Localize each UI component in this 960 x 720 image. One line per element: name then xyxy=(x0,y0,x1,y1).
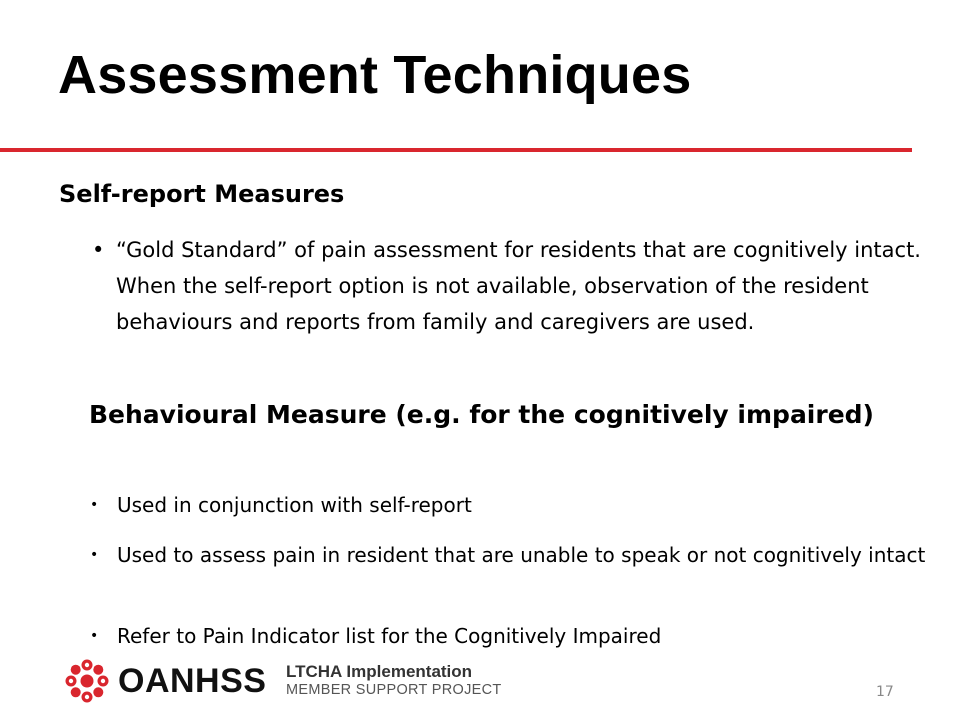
bullet-text: “Gold Standard” of pain assessment for residents that are cognitively intact. When the self-report option is not available, observation of the resident behaviours and reports from family and caregivers are used. xyxy=(116,238,921,334)
oanhss-logo-icon xyxy=(64,658,110,704)
bullet-icon: • xyxy=(90,497,99,513)
bullet-item xyxy=(90,490,930,520)
title-underline xyxy=(0,148,912,152)
footer-logo xyxy=(64,658,502,708)
bullet-item xyxy=(90,540,930,570)
bullet-text: Used to assess pain in resident that are unable to speak or not cognitively intact xyxy=(117,543,926,567)
bullet-text: Refer to Pain Indicator list for the Cognitively Impaired xyxy=(117,624,662,648)
bullet-item xyxy=(92,232,932,340)
section-heading-self-report: Self-report Measures xyxy=(59,180,345,208)
bullet-icon: • xyxy=(90,547,99,563)
page-number: 17 xyxy=(876,684,894,700)
slide-title: Assessment Techniques xyxy=(58,45,692,105)
bullet-item xyxy=(90,621,930,651)
program-subtitle: MEMBER SUPPORT PROJECT xyxy=(286,682,502,698)
program-title: LTCHA Implementation xyxy=(286,662,473,681)
bullet-icon: • xyxy=(90,628,99,644)
oanhss-logo-text: OANHSS xyxy=(118,662,267,700)
section-heading-behavioural: Behavioural Measure (e.g. for the cognitively impaired) xyxy=(89,400,874,429)
bullet-text: Used in conjunction with self-report xyxy=(117,493,472,517)
bullet-icon: • xyxy=(92,238,105,262)
